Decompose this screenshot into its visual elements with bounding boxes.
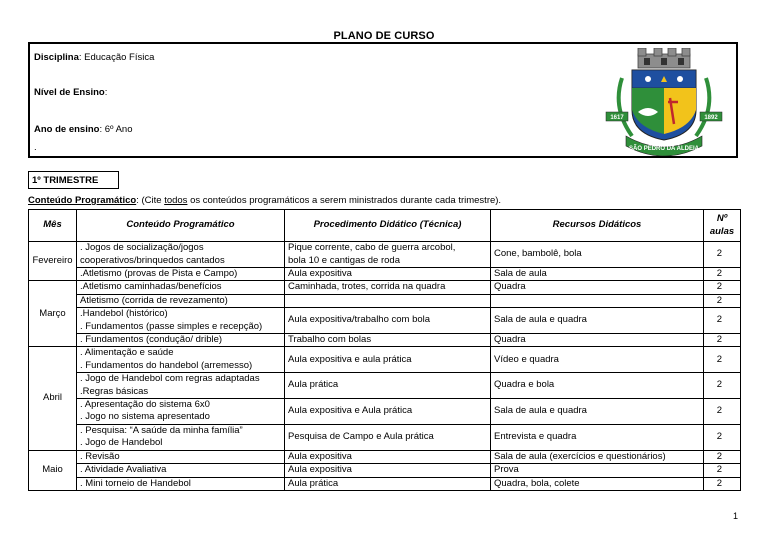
header-procedimento: Procedimento Didático (Técnica) [285,210,491,242]
cell-aulas: 2 [704,464,741,477]
cell-aulas: 2 [704,399,741,425]
cell-text: .Handebol (histórico) [80,308,168,320]
cell-procedimento: Aula prática [285,477,491,490]
cell-conteudo [77,347,285,373]
cell-aulas: 2 [704,268,741,281]
cell-aulas: 2 [704,477,741,490]
cell-text: . Apresentação do sistema 6x0 [80,399,210,411]
cell-aulas: 2 [704,281,741,294]
cell-recursos: Quadra [491,334,704,347]
table-row [29,308,741,334]
cell-recursos: Vídeo e quadra [491,347,704,373]
cell-procedimento: Aula expositiva/trabalho com bola [285,308,491,334]
cell-procedimento [285,294,491,307]
cell-recursos: Sala de aula e quadra [491,399,704,425]
trimestre-box: 1º TRIMESTRE [28,171,119,189]
cell-conteudo [77,399,285,425]
cell-aulas: 2 [704,334,741,347]
cell-text: cooperativos/brinquedos cantados [80,254,225,266]
header-box [28,42,738,158]
cell-conteudo: Atletismo (corrida de revezamento) [77,294,285,307]
cell-aulas: 2 [704,450,741,463]
table-row [29,399,741,425]
cell-recursos: Sala de aula e quadra [491,308,704,334]
cell-procedimento: Aula expositiva [285,464,491,477]
left-branch-icon [619,78,632,136]
header-recursos: Recursos Didáticos [491,210,704,242]
conteudo-post: os conteúdos programáticos a serem ministrados durante cada trimestre). [187,195,502,206]
cell-aulas: 2 [704,424,741,450]
table-row [29,464,741,477]
cell-conteudo: . Fundamentos (condução/ drible) [77,334,285,347]
cell-procedimento: Caminhada, trotes, corrida na quadra [285,281,491,294]
cell-conteudo [77,424,285,450]
table-row [29,268,741,281]
cell-text: . Jogo de Handebol com regras adaptadas [80,373,260,385]
cell-aulas: 2 [704,308,741,334]
cell-text: . Jogos de socialização/jogos [80,242,204,254]
table-row [29,334,741,347]
ano-value: : 6º Ano [99,124,133,135]
cell-procedimento: Aula prática [285,373,491,399]
conteudo-pre: : (Cite [136,195,165,206]
cell-conteudo [77,373,285,399]
table-row [29,450,741,463]
nivel-line [34,87,107,98]
cell-recursos: Sala de aula (exercícios e questionários) [491,450,704,463]
cell-text: . Jogo de Handebol [80,437,163,449]
document-title: PLANO DE CURSO [333,30,435,42]
cell-recursos: Prova [491,464,704,477]
cell-procedimento: Aula expositiva e aula prática [285,347,491,373]
cell-procedimento: Pesquisa de Campo e Aula prática [285,424,491,450]
cell-conteudo: . Revisão [77,450,285,463]
cell-text: .Regras básicas [80,385,149,397]
ano-label: Ano de ensino [34,124,100,135]
cell-conteudo: .Atletismo (provas de Pista e Campo) [77,268,285,281]
table-row [29,477,741,490]
cell-recursos [491,294,704,307]
header-aulas-line1: Nº [716,213,728,225]
ano-line [34,124,133,135]
cell-aulas: 2 [704,294,741,307]
cell-procedimento: Aula expositiva e Aula prática [285,399,491,425]
cell-recursos: Quadra e bola [491,373,704,399]
cell-text: . Fundamentos (passe simples e recepção) [80,320,263,332]
cell-recursos: Sala de aula [491,268,704,281]
cell-text: . Alimentação e saúde [80,347,174,359]
cell-text: bola 10 e cantigas de roda [288,254,400,266]
table-row [29,281,741,294]
cell-conteudo [77,242,285,268]
cell-procedimento: Aula expositiva [285,268,491,281]
month-maio: Maio [29,450,77,490]
header-conteudo: Conteúdo Programático [77,210,285,242]
dot-line: . [34,142,37,153]
cell-recursos: Entrevista e quadra [491,424,704,450]
cell-conteudo: . Mini torneio de Handebol [77,477,285,490]
conteudo-instruction [28,195,501,206]
header-aulas [704,210,741,242]
cell-aulas: 2 [704,373,741,399]
logo-year-left: 1617 [610,115,624,121]
shield-icon [632,70,696,140]
conteudo-todos: todos [164,195,188,206]
cell-text: Pique corrente, cabo de guerra arcobol, [288,242,456,254]
cell-text: . Fundamentos do handebol (arremesso) [80,359,253,371]
table-row [29,373,741,399]
course-plan-table [28,209,741,491]
table-row [29,242,741,268]
disciplina-line [34,52,154,63]
logo-motto: SÃO PEDRO DA ALDEIA [629,146,699,152]
cell-recursos: Cone, bambolê, bola [491,242,704,268]
conteudo-label: Conteúdo Programático [28,195,137,206]
table-row [29,424,741,450]
crown-icon [638,48,690,68]
nivel-label: Nível de Ensino [34,87,105,98]
cell-text: . Pesquisa: “A saúde da minha família” [80,424,243,436]
page-number: 1 [733,511,739,521]
month-marco: Março [29,281,77,347]
logo-year-right: 1892 [704,115,718,121]
cell-recursos: Quadra [491,281,704,294]
cell-procedimento: Aula expositiva [285,450,491,463]
cell-conteudo: .Atletismo caminhadas/benefícios [77,281,285,294]
nivel-value: : [104,87,108,98]
cell-procedimento: Trabalho com bolas [285,334,491,347]
month-fevereiro: Fevereiro [29,242,77,281]
right-branch-icon [696,78,709,136]
month-abril: Abril [29,347,77,450]
table-row [29,294,741,307]
cell-aulas: 2 [704,242,741,268]
municipal-coat-of-arms-logo [598,48,730,156]
table-row [29,347,741,373]
cell-conteudo: . Atividade Avaliativa [77,464,285,477]
disciplina-label: Disciplina [34,52,79,63]
cell-conteudo [77,308,285,334]
header-mes: Mês [29,210,77,242]
cell-aulas: 2 [704,347,741,373]
header-aulas-line2: aulas [709,225,735,237]
cell-procedimento [285,242,491,268]
disciplina-value: : Educação Física [78,52,155,63]
table-header-row [29,210,741,242]
cell-text: . Jogo no sistema apresentado [80,411,210,423]
cell-recursos: Quadra, bola, colete [491,477,704,490]
